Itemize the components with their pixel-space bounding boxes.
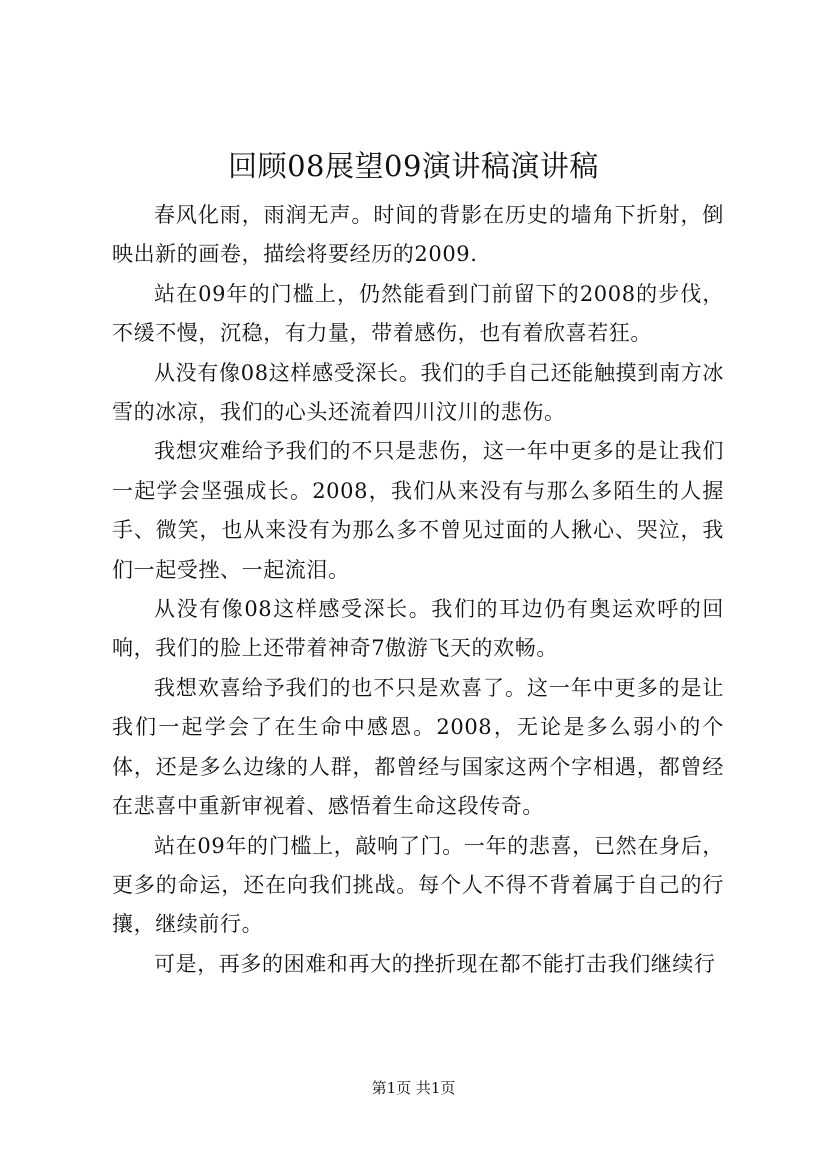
page-footer: 第1页 共1页 [371, 1079, 456, 1097]
paragraph: 站在09年的门槛上，仍然能看到门前留下的2008的步伐，不缓不慢，沉稳，有力量，带着感伤，也有着欣喜若狂。 [112, 281, 724, 346]
paragraph: 春风化雨，雨润无声。时间的背影在历史的墙角下折射，倒映出新的画卷，描绘将要经历的2009. [112, 203, 724, 267]
paragraph: 我想欢喜给予我们的也不只是欢喜了。这一年中更多的是让我们一起学会了在生命中感恩。2008，无论是多么弱小的个体，还是多么边缘的人群，都曾经与国家这两个字相遇，都曾经在悲喜中重新审视着、感悟着生命这段传奇。 [112, 675, 724, 819]
paragraph: 从没有像08这样感受深长。我们的耳边仍有奥运欢呼的回响，我们的脸上还带着神奇7傲游飞天的欢畅。 [112, 597, 724, 661]
document-title: 回顾08展望09演讲稿演讲稿 [228, 149, 599, 183]
paragraph: 站在09年的门槛上，敲响了门。一年的悲喜，已然在身后，更多的命运，还在向我们挑战。每个人不得不背着属于自己的行攘，继续前行。 [112, 833, 724, 937]
document-body [112, 196, 724, 984]
paragraph: 我想灾难给予我们的不只是悲伤，这一年中更多的是让我们一起学会坚强成长。2008，我们从来没有与那么多陌生的人握手、微笑，也从来没有为那么多不曾见过面的人揪心、哭泣，我们一起受挫、一起流泪。 [112, 439, 724, 582]
paragraph: 可是，再多的困难和再大的挫折现在都不能打击我们继续行 [154, 951, 716, 976]
paragraph: 从没有像08这样感受深长。我们的手自己还能触摸到南方冰雪的冰凉，我们的心头还流着四川汶川的悲伤。 [112, 360, 724, 425]
